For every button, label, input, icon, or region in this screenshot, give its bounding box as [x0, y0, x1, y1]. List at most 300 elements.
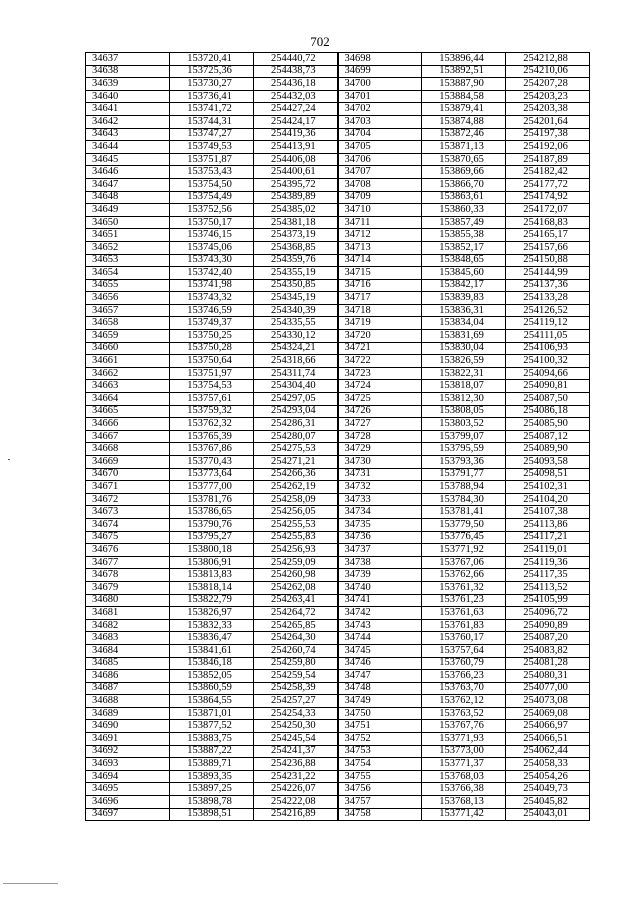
- y-coordinate-cell: 254192,06: [506, 141, 590, 154]
- point-number-cell: 34681: [86, 607, 170, 620]
- table-row: [86, 607, 590, 620]
- point-number-cell: 34700: [338, 78, 422, 91]
- y-coordinate-cell: 254094,66: [506, 367, 590, 380]
- point-number-cell: 34732: [338, 481, 422, 494]
- point-number-cell: 34671: [86, 481, 170, 494]
- y-coordinate-cell: 254113,86: [506, 518, 590, 531]
- y-coordinate-cell: 254311,74: [254, 367, 338, 380]
- x-coordinate-cell: 153750,25: [170, 330, 254, 343]
- y-coordinate-cell: 254385,02: [254, 204, 338, 217]
- x-coordinate-cell: 153836,47: [170, 632, 254, 645]
- x-coordinate-cell: 153768,13: [422, 796, 506, 809]
- y-coordinate-cell: 254271,21: [254, 456, 338, 469]
- point-number-cell: 34688: [86, 695, 170, 708]
- y-coordinate-cell: 254258,09: [254, 493, 338, 506]
- x-coordinate-cell: 153754,49: [170, 191, 254, 204]
- y-coordinate-cell: 254085,90: [506, 418, 590, 431]
- coordinates-table: [85, 52, 590, 821]
- table-row: [86, 481, 590, 494]
- y-coordinate-cell: 254286,31: [254, 418, 338, 431]
- point-number-cell: 34757: [338, 796, 422, 809]
- y-coordinate-cell: 254297,05: [254, 393, 338, 406]
- point-number-cell: 34726: [338, 405, 422, 418]
- point-number-cell: 34709: [338, 191, 422, 204]
- x-coordinate-cell: 153736,41: [170, 90, 254, 103]
- x-coordinate-cell: 153745,06: [170, 241, 254, 254]
- table-row: [86, 405, 590, 418]
- x-coordinate-cell: 153771,92: [422, 544, 506, 557]
- point-number-cell: 34751: [338, 720, 422, 733]
- table-row: [86, 204, 590, 217]
- y-coordinate-cell: 254259,09: [254, 556, 338, 569]
- table-row: [86, 279, 590, 292]
- point-number-cell: 34672: [86, 493, 170, 506]
- x-coordinate-cell: 153763,52: [422, 707, 506, 720]
- table-row: [86, 53, 590, 66]
- page-number: 702: [310, 34, 330, 49]
- point-number-cell: 34698: [338, 53, 422, 66]
- y-coordinate-cell: 254260,74: [254, 644, 338, 657]
- y-coordinate-cell: 254165,17: [506, 229, 590, 242]
- point-number-cell: 34641: [86, 103, 170, 116]
- x-coordinate-cell: 153822,79: [170, 594, 254, 607]
- point-number-cell: 34723: [338, 367, 422, 380]
- point-number-cell: 34640: [86, 90, 170, 103]
- table-row: [86, 745, 590, 758]
- y-coordinate-cell: 254259,54: [254, 670, 338, 683]
- point-number-cell: 34705: [338, 141, 422, 154]
- table-row: [86, 619, 590, 632]
- x-coordinate-cell: 153781,76: [170, 493, 254, 506]
- point-number-cell: 34755: [338, 770, 422, 783]
- x-coordinate-cell: 153887,90: [422, 78, 506, 91]
- y-coordinate-cell: 254226,07: [254, 783, 338, 796]
- y-coordinate-cell: 254264,30: [254, 632, 338, 645]
- x-coordinate-cell: 153763,70: [422, 682, 506, 695]
- point-number-cell: 34669: [86, 456, 170, 469]
- x-coordinate-cell: 153762,12: [422, 695, 506, 708]
- y-coordinate-cell: 254355,19: [254, 267, 338, 280]
- y-coordinate-cell: 254255,53: [254, 518, 338, 531]
- y-coordinate-cell: 254058,33: [506, 758, 590, 771]
- y-coordinate-cell: 254062,44: [506, 745, 590, 758]
- x-coordinate-cell: 153832,33: [170, 619, 254, 632]
- y-coordinate-cell: 254400,61: [254, 166, 338, 179]
- point-number-cell: 34740: [338, 581, 422, 594]
- table-row: [86, 128, 590, 141]
- y-coordinate-cell: 254174,92: [506, 191, 590, 204]
- x-coordinate-cell: 153753,43: [170, 166, 254, 179]
- y-coordinate-cell: 254262,19: [254, 481, 338, 494]
- point-number-cell: 34654: [86, 267, 170, 280]
- point-number-cell: 34652: [86, 241, 170, 254]
- table-row: [86, 468, 590, 481]
- point-number-cell: 34659: [86, 330, 170, 343]
- table-row: [86, 380, 590, 393]
- x-coordinate-cell: 153863,61: [422, 191, 506, 204]
- y-coordinate-cell: 254137,36: [506, 279, 590, 292]
- point-number-cell: 34637: [86, 53, 170, 66]
- y-coordinate-cell: 254255,83: [254, 531, 338, 544]
- table-row: [86, 103, 590, 116]
- y-coordinate-cell: 254324,21: [254, 342, 338, 355]
- x-coordinate-cell: 153770,43: [170, 456, 254, 469]
- table-row: [86, 216, 590, 229]
- y-coordinate-cell: 254275,53: [254, 443, 338, 456]
- point-number-cell: 34722: [338, 355, 422, 368]
- x-coordinate-cell: 153744,31: [170, 115, 254, 128]
- x-coordinate-cell: 153813,83: [170, 569, 254, 582]
- y-coordinate-cell: 254054,26: [506, 770, 590, 783]
- y-coordinate-cell: 254256,93: [254, 544, 338, 557]
- x-coordinate-cell: 153749,53: [170, 141, 254, 154]
- point-number-cell: 34710: [338, 204, 422, 217]
- table-row: [86, 178, 590, 191]
- y-coordinate-cell: 254335,55: [254, 317, 338, 330]
- y-coordinate-cell: 254419,36: [254, 128, 338, 141]
- x-coordinate-cell: 153806,91: [170, 556, 254, 569]
- point-number-cell: 34686: [86, 670, 170, 683]
- table-row: [86, 166, 590, 179]
- table-row: [86, 556, 590, 569]
- y-coordinate-cell: 254266,36: [254, 468, 338, 481]
- point-number-cell: 34724: [338, 380, 422, 393]
- point-number-cell: 34721: [338, 342, 422, 355]
- table-row: [86, 695, 590, 708]
- x-coordinate-cell: 153826,97: [170, 607, 254, 620]
- y-coordinate-cell: 254073,08: [506, 695, 590, 708]
- y-coordinate-cell: 254045,82: [506, 796, 590, 809]
- y-coordinate-cell: 254258,39: [254, 682, 338, 695]
- point-number-cell: 34743: [338, 619, 422, 632]
- x-coordinate-cell: 153762,66: [422, 569, 506, 582]
- y-coordinate-cell: 254381,18: [254, 216, 338, 229]
- y-coordinate-cell: 254113,52: [506, 581, 590, 594]
- x-coordinate-cell: 153808,05: [422, 405, 506, 418]
- y-coordinate-cell: 254066,51: [506, 733, 590, 746]
- x-coordinate-cell: 153874,88: [422, 115, 506, 128]
- y-coordinate-cell: 254098,51: [506, 468, 590, 481]
- point-number-cell: 34704: [338, 128, 422, 141]
- x-coordinate-cell: 153826,59: [422, 355, 506, 368]
- point-number-cell: 34657: [86, 304, 170, 317]
- point-number-cell: 34697: [86, 808, 170, 821]
- point-number-cell: 34707: [338, 166, 422, 179]
- table-row: [86, 733, 590, 746]
- y-coordinate-cell: 254102,31: [506, 481, 590, 494]
- y-coordinate-cell: 254080,31: [506, 670, 590, 683]
- y-coordinate-cell: 254106,93: [506, 342, 590, 355]
- y-coordinate-cell: 254182,42: [506, 166, 590, 179]
- point-number-cell: 34711: [338, 216, 422, 229]
- table-row: [86, 670, 590, 683]
- point-number-cell: 34662: [86, 367, 170, 380]
- x-coordinate-cell: 153754,53: [170, 380, 254, 393]
- y-coordinate-cell: 254293,04: [254, 405, 338, 418]
- y-coordinate-cell: 254100,32: [506, 355, 590, 368]
- table-row: [86, 720, 590, 733]
- y-coordinate-cell: 254413,91: [254, 141, 338, 154]
- y-coordinate-cell: 254090,81: [506, 380, 590, 393]
- x-coordinate-cell: 153743,30: [170, 254, 254, 267]
- y-coordinate-cell: 254257,27: [254, 695, 338, 708]
- x-coordinate-cell: 153845,60: [422, 267, 506, 280]
- x-coordinate-cell: 153746,15: [170, 229, 254, 242]
- point-number-cell: 34730: [338, 456, 422, 469]
- point-number-cell: 34703: [338, 115, 422, 128]
- y-coordinate-cell: 254083,82: [506, 644, 590, 657]
- y-coordinate-cell: 254438,73: [254, 65, 338, 78]
- point-number-cell: 34680: [86, 594, 170, 607]
- point-number-cell: 34741: [338, 594, 422, 607]
- x-coordinate-cell: 153889,71: [170, 758, 254, 771]
- point-number-cell: 34639: [86, 78, 170, 91]
- point-number-cell: 34685: [86, 657, 170, 670]
- y-coordinate-cell: 254203,38: [506, 103, 590, 116]
- point-number-cell: 34702: [338, 103, 422, 116]
- y-coordinate-cell: 254172,07: [506, 204, 590, 217]
- y-coordinate-cell: 254260,98: [254, 569, 338, 582]
- x-coordinate-cell: 153795,59: [422, 443, 506, 456]
- table-row: [86, 456, 590, 469]
- x-coordinate-cell: 153781,41: [422, 506, 506, 519]
- table-row: [86, 342, 590, 355]
- y-coordinate-cell: 254241,37: [254, 745, 338, 758]
- y-coordinate-cell: 254150,88: [506, 254, 590, 267]
- y-coordinate-cell: 254177,72: [506, 178, 590, 191]
- x-coordinate-cell: 153784,30: [422, 493, 506, 506]
- point-number-cell: 34717: [338, 292, 422, 305]
- point-number-cell: 34676: [86, 544, 170, 557]
- x-coordinate-cell: 153773,64: [170, 468, 254, 481]
- x-coordinate-cell: 153757,61: [170, 393, 254, 406]
- table-row: [86, 229, 590, 242]
- x-coordinate-cell: 153855,38: [422, 229, 506, 242]
- point-number-cell: 34645: [86, 153, 170, 166]
- y-coordinate-cell: 254087,50: [506, 393, 590, 406]
- y-coordinate-cell: 254049,73: [506, 783, 590, 796]
- table-row: [86, 632, 590, 645]
- point-number-cell: 34752: [338, 733, 422, 746]
- point-number-cell: 34646: [86, 166, 170, 179]
- y-coordinate-cell: 254077,00: [506, 682, 590, 695]
- table-row: [86, 430, 590, 443]
- x-coordinate-cell: 153743,32: [170, 292, 254, 305]
- point-number-cell: 34735: [338, 518, 422, 531]
- y-coordinate-cell: 254259,80: [254, 657, 338, 670]
- x-coordinate-cell: 153766,38: [422, 783, 506, 796]
- x-coordinate-cell: 153841,61: [170, 644, 254, 657]
- y-coordinate-cell: 254087,12: [506, 430, 590, 443]
- table-row: [86, 581, 590, 594]
- y-coordinate-cell: 254081,28: [506, 657, 590, 670]
- point-number-cell: 34653: [86, 254, 170, 267]
- x-coordinate-cell: 153897,25: [170, 783, 254, 796]
- x-coordinate-cell: 153893,35: [170, 770, 254, 783]
- point-number-cell: 34745: [338, 644, 422, 657]
- point-number-cell: 34678: [86, 569, 170, 582]
- point-number-cell: 34665: [86, 405, 170, 418]
- y-coordinate-cell: 254104,20: [506, 493, 590, 506]
- table-row: [86, 65, 590, 78]
- y-coordinate-cell: 254133,28: [506, 292, 590, 305]
- point-number-cell: 34747: [338, 670, 422, 683]
- table-row: [86, 153, 590, 166]
- point-number-cell: 34715: [338, 267, 422, 280]
- table-row: [86, 544, 590, 557]
- x-coordinate-cell: 153752,56: [170, 204, 254, 217]
- y-coordinate-cell: 254096,72: [506, 607, 590, 620]
- y-coordinate-cell: 254304,40: [254, 380, 338, 393]
- table-row: [86, 292, 590, 305]
- table-row: [86, 770, 590, 783]
- y-coordinate-cell: 254212,88: [506, 53, 590, 66]
- y-coordinate-cell: 254236,88: [254, 758, 338, 771]
- x-coordinate-cell: 153741,72: [170, 103, 254, 116]
- x-coordinate-cell: 153799,07: [422, 430, 506, 443]
- point-number-cell: 34713: [338, 241, 422, 254]
- x-coordinate-cell: 153767,86: [170, 443, 254, 456]
- point-number-cell: 34670: [86, 468, 170, 481]
- table-row: [86, 267, 590, 280]
- point-number-cell: 34674: [86, 518, 170, 531]
- x-coordinate-cell: 153750,64: [170, 355, 254, 368]
- point-number-cell: 34725: [338, 393, 422, 406]
- table-row: [86, 330, 590, 343]
- point-number-cell: 34701: [338, 90, 422, 103]
- x-coordinate-cell: 153879,41: [422, 103, 506, 116]
- y-coordinate-cell: 254427,24: [254, 103, 338, 116]
- point-number-cell: 34684: [86, 644, 170, 657]
- x-coordinate-cell: 153720,41: [170, 53, 254, 66]
- y-coordinate-cell: 254222,08: [254, 796, 338, 809]
- point-number-cell: 34642: [86, 115, 170, 128]
- x-coordinate-cell: 153750,17: [170, 216, 254, 229]
- y-coordinate-cell: 254126,52: [506, 304, 590, 317]
- point-number-cell: 34656: [86, 292, 170, 305]
- y-coordinate-cell: 254340,39: [254, 304, 338, 317]
- table-row: [86, 115, 590, 128]
- y-coordinate-cell: 254157,66: [506, 241, 590, 254]
- y-coordinate-cell: 254424,17: [254, 115, 338, 128]
- x-coordinate-cell: 153877,52: [170, 720, 254, 733]
- x-coordinate-cell: 153857,49: [422, 216, 506, 229]
- x-coordinate-cell: 153836,31: [422, 304, 506, 317]
- x-coordinate-cell: 153864,55: [170, 695, 254, 708]
- table-row: [86, 393, 590, 406]
- table-row: [86, 443, 590, 456]
- x-coordinate-cell: 153751,97: [170, 367, 254, 380]
- x-coordinate-cell: 153803,52: [422, 418, 506, 431]
- x-coordinate-cell: 153762,32: [170, 418, 254, 431]
- point-number-cell: 34658: [86, 317, 170, 330]
- x-coordinate-cell: 153860,33: [422, 204, 506, 217]
- y-coordinate-cell: 254436,18: [254, 78, 338, 91]
- point-number-cell: 34673: [86, 506, 170, 519]
- x-coordinate-cell: 153883,75: [170, 733, 254, 746]
- point-number-cell: 34718: [338, 304, 422, 317]
- x-coordinate-cell: 153871,01: [170, 707, 254, 720]
- y-coordinate-cell: 254231,22: [254, 770, 338, 783]
- y-coordinate-cell: 254432,03: [254, 90, 338, 103]
- y-coordinate-cell: 254345,19: [254, 292, 338, 305]
- y-coordinate-cell: 254119,01: [506, 544, 590, 557]
- x-coordinate-cell: 153759,32: [170, 405, 254, 418]
- table-row: [86, 304, 590, 317]
- x-coordinate-cell: 153790,76: [170, 518, 254, 531]
- table-row: [86, 367, 590, 380]
- y-coordinate-cell: 254087,20: [506, 632, 590, 645]
- point-number-cell: 34728: [338, 430, 422, 443]
- x-coordinate-cell: 153884,58: [422, 90, 506, 103]
- table-row: [86, 783, 590, 796]
- x-coordinate-cell: 153750,28: [170, 342, 254, 355]
- x-coordinate-cell: 153767,76: [422, 720, 506, 733]
- x-coordinate-cell: 153773,00: [422, 745, 506, 758]
- point-number-cell: 34695: [86, 783, 170, 796]
- y-coordinate-cell: 254318,66: [254, 355, 338, 368]
- x-coordinate-cell: 153869,66: [422, 166, 506, 179]
- x-coordinate-cell: 153818,14: [170, 581, 254, 594]
- x-coordinate-cell: 153871,13: [422, 141, 506, 154]
- x-coordinate-cell: 153852,05: [170, 670, 254, 683]
- footnote-rule: [3, 883, 58, 884]
- point-number-cell: 34708: [338, 178, 422, 191]
- x-coordinate-cell: 153866,70: [422, 178, 506, 191]
- x-coordinate-cell: 153761,63: [422, 607, 506, 620]
- x-coordinate-cell: 153746,59: [170, 304, 254, 317]
- y-coordinate-cell: 254197,38: [506, 128, 590, 141]
- x-coordinate-cell: 153771,93: [422, 733, 506, 746]
- y-coordinate-cell: 254144,99: [506, 267, 590, 280]
- table-row: [86, 644, 590, 657]
- x-coordinate-cell: 153761,23: [422, 594, 506, 607]
- x-coordinate-cell: 153749,37: [170, 317, 254, 330]
- x-coordinate-cell: 153818,07: [422, 380, 506, 393]
- point-number-cell: 34675: [86, 531, 170, 544]
- x-coordinate-cell: 153830,04: [422, 342, 506, 355]
- point-number-cell: 34677: [86, 556, 170, 569]
- x-coordinate-cell: 153757,64: [422, 644, 506, 657]
- point-number-cell: 34739: [338, 569, 422, 582]
- point-number-cell: 34648: [86, 191, 170, 204]
- point-number-cell: 34738: [338, 556, 422, 569]
- x-coordinate-cell: 153761,32: [422, 581, 506, 594]
- y-coordinate-cell: 254264,72: [254, 607, 338, 620]
- y-coordinate-cell: 254440,72: [254, 53, 338, 66]
- point-number-cell: 34748: [338, 682, 422, 695]
- table-row: [86, 506, 590, 519]
- y-coordinate-cell: 254350,85: [254, 279, 338, 292]
- y-coordinate-cell: 254093,58: [506, 456, 590, 469]
- y-coordinate-cell: 254090,89: [506, 619, 590, 632]
- y-coordinate-cell: 254216,89: [254, 808, 338, 821]
- x-coordinate-cell: 153834,04: [422, 317, 506, 330]
- y-coordinate-cell: 254201,64: [506, 115, 590, 128]
- x-coordinate-cell: 153852,17: [422, 241, 506, 254]
- point-number-cell: 34744: [338, 632, 422, 645]
- x-coordinate-cell: 153747,27: [170, 128, 254, 141]
- x-coordinate-cell: 153766,23: [422, 670, 506, 683]
- y-coordinate-cell: 254263,41: [254, 594, 338, 607]
- y-coordinate-cell: 254254,33: [254, 707, 338, 720]
- point-number-cell: 34756: [338, 783, 422, 796]
- x-coordinate-cell: 153788,94: [422, 481, 506, 494]
- point-number-cell: 34693: [86, 758, 170, 771]
- point-number-cell: 34731: [338, 468, 422, 481]
- point-number-cell: 34729: [338, 443, 422, 456]
- x-coordinate-cell: 153887,22: [170, 745, 254, 758]
